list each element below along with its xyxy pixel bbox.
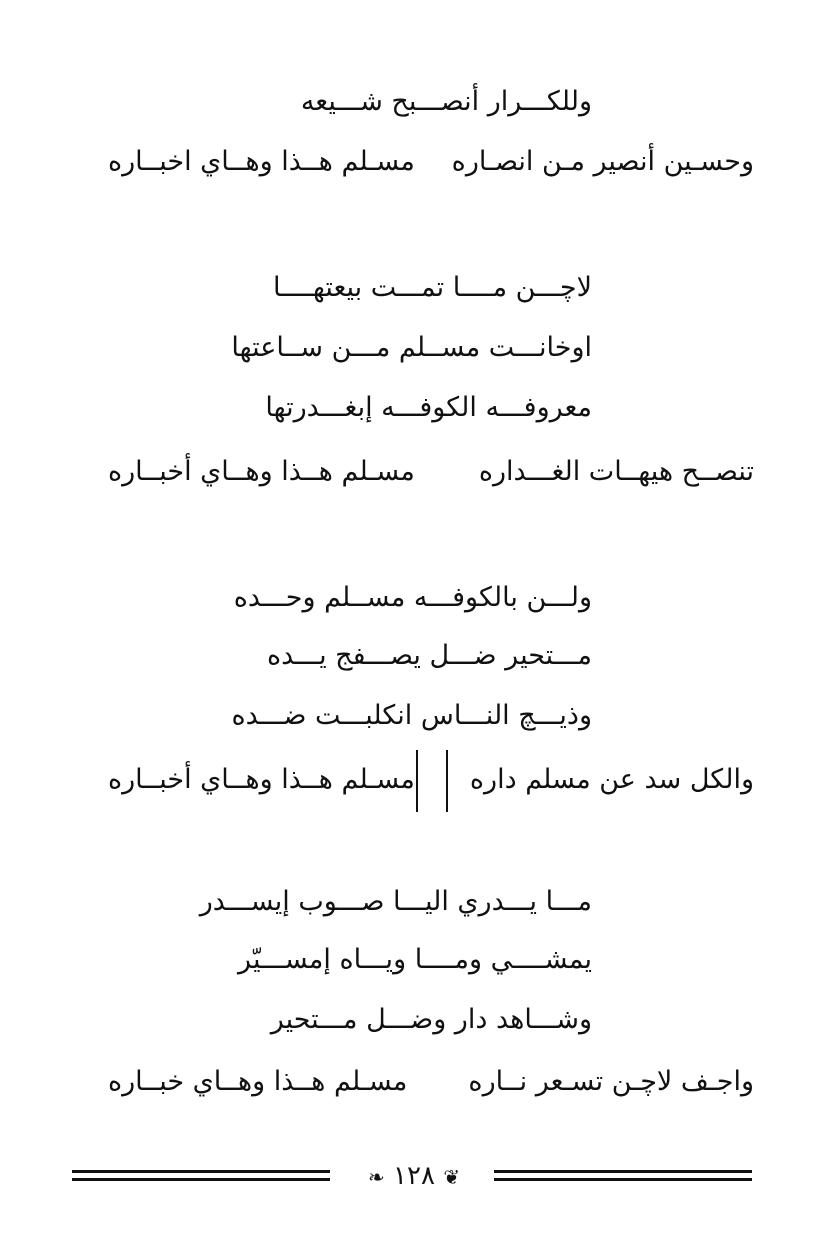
verse-line-right: واجـف لاچـن تسـعر نــاره [468,1066,754,1097]
verse-divider [446,750,448,812]
footer-rule-right [494,1178,752,1181]
verse-line: مـــتحير ضـــل يصـــفج يـــده [267,640,592,671]
ornament-icon: ❦ [443,1165,460,1189]
verse-line-left: مسـلم هــذا وهــاي أخبــاره [108,764,415,795]
page-number-block [344,1156,484,1197]
verse-line-left: مسـلم هــذا وهــاي أخبــاره [108,456,415,487]
footer-rule-left [72,1170,330,1173]
verse-line: لاچـــن مــــا تمـــت بيعتهــــا [273,272,592,303]
verse-line: مـــا يـــدري اليـــا صـــوب إيســـدر [199,886,592,917]
verse-line: وشـــاهد دار وضـــل مـــتحير [270,1004,592,1035]
ornament-icon: ❧ [368,1165,385,1189]
footer-rule-left [72,1178,330,1181]
verse-line: يمشــــي ومــــا ويـــاه إمســـيّر [238,944,592,975]
verse-line-right: تنصــح هيهــات الغـــداره [478,456,754,487]
verse-line: وللكـــرار أنصـــبح شـــيعه [300,86,592,117]
verse-line-right: وحسـين أنصير مـن انصـاره [451,146,754,177]
verse-line: اوخانـــت مســلم مـــن ســاعتها [231,332,592,363]
verse-line: ولـــن بالكوفـــه مســلم وحـــده [233,582,592,613]
verse-line-left: مسـلم هــذا وهــاي اخبــاره [108,146,415,177]
footer-rule-right [494,1170,752,1173]
verse-line-right: والكل سد عن مسلم داره [469,764,754,795]
verse-line: معروفـــه الكوفـــه إبغـــدرتها [265,392,592,423]
page-number: ١٢٨ [393,1161,435,1191]
verse-divider [416,750,418,812]
verse-line: وذيـــچ النـــاس انكلبـــت ضـــده [231,700,592,731]
verse-line-left: مسـلم هــذا وهــاي خبــاره [108,1066,408,1097]
